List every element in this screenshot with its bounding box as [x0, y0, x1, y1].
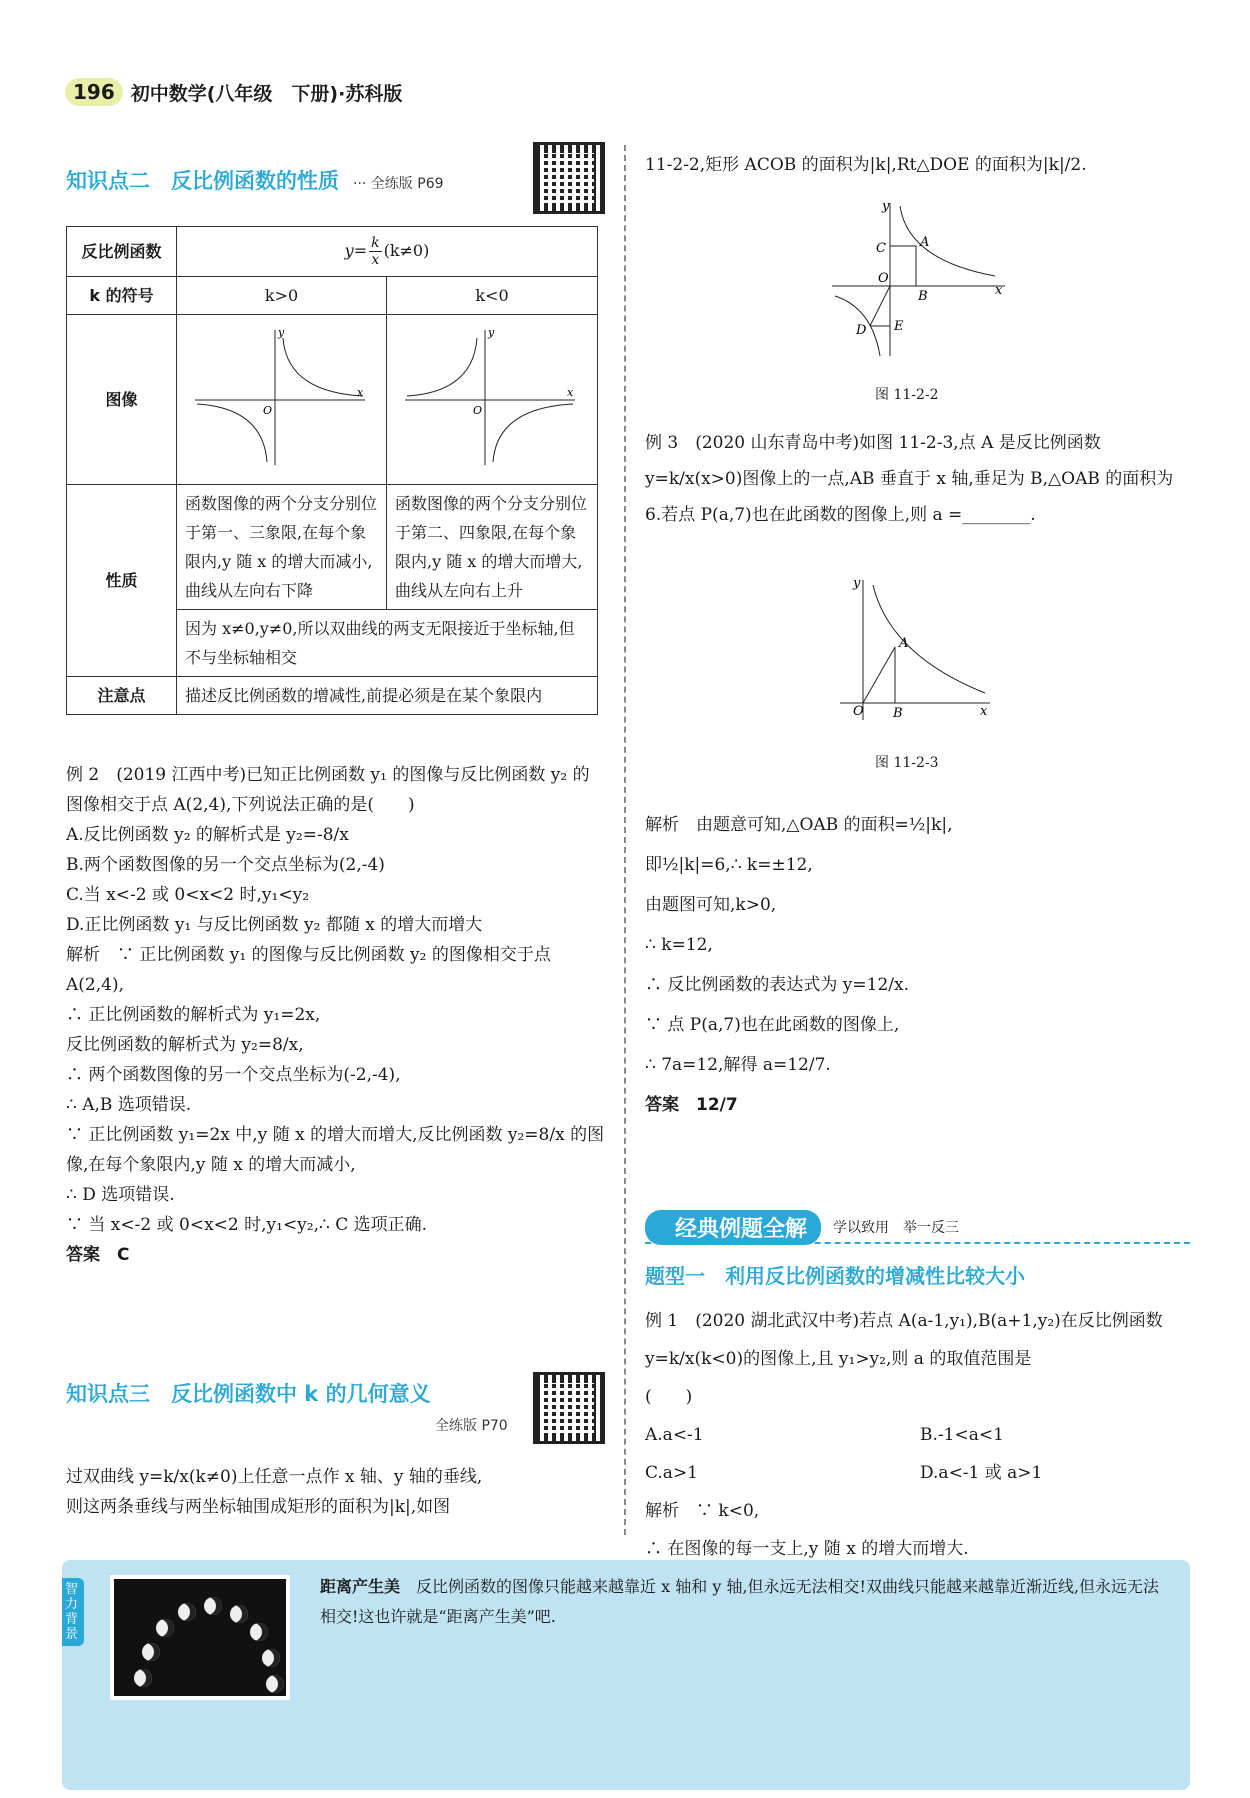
ex3-sol-7: ∴ 7a=12,解得 a=12/7. [645, 1055, 831, 1075]
ex2-sol-5: ∴ A,B 选项错误. [66, 1095, 192, 1115]
ex2-option-a: A.反比例函数 y₂ 的解析式是 y₂=-8/x [66, 825, 349, 845]
ex1-question: 例 1 (2020 湖北武汉中考)若点 A(a-1,y₁),B(a+1,y₂)在反比例函数 y=k/x(k<0)的图像上,且 y₁>y₂,则 a 的取值范围是 ( ) [645, 1311, 1236, 1407]
ex3-sol-2: 即½|k|=6,∴ k=±12, [645, 855, 813, 875]
svg-text:C: C [876, 241, 886, 256]
properties-table [66, 226, 598, 715]
ex3-answer: 答案 12/7 [645, 1095, 738, 1115]
ex3-sol-5: ∴ 反比例函数的表达式为 y=12/x. [645, 975, 910, 995]
ex3-sol-4: ∴ k=12, [645, 935, 713, 955]
svg-text:O: O [853, 704, 864, 719]
graph-kneg [387, 315, 598, 485]
r2-b: k<0 [387, 277, 598, 315]
bottom-text [320, 1572, 1175, 1632]
ex2-sol-3: 反比例函数的解析式为 y₂=8/x, [66, 1035, 304, 1055]
kp2-ref: ··· 全练版 P69 [353, 176, 444, 192]
ex2-sol-6: ∵ 正比例函数 y₁=2x 中,y 随 x 的增大而增大,反比例函数 y₂=8/x 的图像,在每个象限内,y 随 x 的增大而减小, [66, 1125, 605, 1175]
ex1-sol-1: 解析 ∵ k<0, [645, 1501, 760, 1521]
type1-title: 题型一 利用反比例函数的增减性比较大小 [645, 1264, 1025, 1288]
ex2-question: 例 2 (2019 江西中考)已知正比例函数 y₁ 的图像与反比例函数 y₂ 的图像相交于点 A(2,4),下列说法正确的是( ) [66, 765, 590, 815]
r4-label: 性质 [67, 485, 177, 677]
r4-b: 函数图像的两个分支分别位于第二、四象限,在每个象限内,y 随 x 的增大而增大,曲线从左向右上升 [387, 485, 598, 610]
ex1-sol-2: ∴ 在图像的每一支上,y 随 x 的增大而增大. [645, 1539, 969, 1559]
ex2-option-c: C.当 x<-2 或 0<x<2 时,y₁<y₂ [66, 885, 310, 905]
page-header [65, 78, 402, 106]
svg-text:y: y [853, 576, 861, 591]
svg-text:x: x [980, 704, 988, 719]
ex3-solution [645, 805, 1190, 1125]
kp3-ref: 全练版 P70 [435, 1418, 508, 1434]
ex3-sol-1: 解析 由题意可知,△OAB 的面积=½|k|, [645, 815, 953, 835]
svg-text:y: y [488, 326, 495, 339]
kp2-title: 知识点二 反比例函数的性质 [66, 169, 339, 193]
ex1-option-b: B.-1<a<1 [920, 1425, 1004, 1445]
svg-text:B: B [893, 706, 903, 721]
r1-formula: y= $\frac{k}{x}$ (k≠0) [177, 227, 598, 277]
ex2-sol-2: ∴ 正比例函数的解析式为 y₁=2x, [66, 1005, 321, 1025]
ex2-answer: 答案 C [66, 1245, 130, 1265]
fig2-caption: 图 11-2-3 [875, 755, 939, 771]
figure-11-2-3 [835, 575, 995, 725]
column-divider [624, 145, 626, 1535]
r5-c: 描述反比例函数的增减性,前提必须是在某个象限内 [177, 677, 598, 715]
example-1 [645, 1302, 1236, 1568]
figure-11-2-2 [830, 198, 1010, 358]
kp3-heading [66, 1378, 431, 1408]
svg-text:B: B [918, 289, 928, 304]
ex2-sol-4: ∴ 两个函数图像的另一个交点坐标为(-2,-4), [66, 1065, 401, 1085]
ex2-sol-1: 解析 ∵ 正比例函数 y₁ 的图像与反比例函数 y₂ 的图像相交于点 A(2,4), [66, 945, 551, 995]
ex1-options-cd [645, 1454, 1190, 1492]
ex1-options-ab [645, 1416, 1190, 1454]
ex3-sol-6: ∵ 点 P(a,7)也在此函数的图像上, [645, 1015, 900, 1035]
r2-label: k 的符号 [67, 277, 177, 315]
kp3-p1: 过双曲线 y=k/x(k≠0)上任意一点作 x 轴、y 轴的垂线, [66, 1467, 483, 1487]
fig1-caption: 图 11-2-2 [875, 387, 939, 403]
kp2-heading [66, 165, 444, 195]
kp3-title: 知识点三 反比例函数中 k 的几何意义 [66, 1382, 431, 1406]
svg-text:O: O [473, 404, 483, 417]
svg-text:x: x [995, 283, 1003, 298]
svg-text:x: x [567, 386, 574, 399]
moon-phases-image [110, 1575, 290, 1700]
book-title: 初中数学(八年级 下册)·苏科版 [130, 82, 403, 105]
svg-text:A: A [899, 636, 909, 651]
right-p0: 11-2-2,矩形 ACOB 的面积为|k|,Rt△DOE 的面积为|k|/2. [645, 155, 1087, 175]
r3-label: 图像 [67, 315, 177, 485]
ex1-option-c: C.a>1 [645, 1463, 699, 1483]
ex1-option-d: D.a<-1 或 a>1 [920, 1463, 1043, 1483]
bottom-tag: 智力背景 [62, 1578, 84, 1646]
svg-text:x: x [357, 386, 364, 399]
graph-kpos [177, 315, 387, 485]
r1-label: 反比例函数 [67, 227, 177, 277]
qr-code-icon[interactable] [533, 142, 605, 214]
kp3-p2: 则这两条垂线与两坐标轴围成矩形的面积为|k|,如图 [66, 1497, 451, 1517]
banner-title: 经典例题全解 [645, 1210, 821, 1245]
banner-subtitle: 学以致用 举一反三 [833, 1220, 960, 1236]
r5-label: 注意点 [67, 677, 177, 715]
svg-text:y: y [882, 199, 890, 214]
ex3-sol-3: 由题图可知,k>0, [645, 895, 777, 915]
ex2-sol-8: ∵ 当 x<-2 或 0<x<2 时,y₁<y₂,∴ C 选项正确. [66, 1215, 428, 1235]
kp3-body [66, 1462, 606, 1522]
ex2-option-d: D.正比例函数 y₁ 与反比例函数 y₂ 都随 x 的增大而增大 [66, 915, 483, 935]
example-3: 例 3 (2020 山东青岛中考)如图 11-2-3,点 A 是反比例函数 y=k/x(x>0)图像上的一点,AB 垂直于 x 轴,垂足为 B,△OAB 的面积为 6.若点 P(a,7)也在此函数的图像上,则 a =________. [645, 433, 1174, 525]
section-banner [645, 1212, 1190, 1244]
svg-text:O: O [878, 271, 889, 286]
svg-text:A: A [920, 235, 930, 250]
r4-c: 因为 x≠0,y≠0,所以双曲线的两支无限接近于坐标轴,但不与坐标轴相交 [177, 610, 598, 677]
svg-text:E: E [894, 319, 904, 334]
bottom-body: 反比例函数的图像只能越来越靠近 x 轴和 y 轴,但永远无法相交!双曲线只能越来越靠近渐近线,但永远无法相交!这也许就是“距离产生美”吧. [320, 1577, 1160, 1626]
svg-text:D: D [856, 323, 867, 338]
ex2-sol-7: ∴ D 选项错误. [66, 1185, 175, 1205]
example-2 [66, 760, 606, 1270]
svg-text:y: y [278, 326, 285, 339]
r2-a: k>0 [177, 277, 387, 315]
bottom-title: 距离产生美 [320, 1577, 401, 1596]
r4-a: 函数图像的两个分支分别位于第一、三象限,在每个象限内,y 随 x 的增大而减小,曲线从左向右下降 [177, 485, 387, 610]
qr-code-icon[interactable] [533, 1372, 605, 1444]
ex2-option-b: B.两个函数图像的另一个交点坐标为(2,-4) [66, 855, 385, 875]
ex1-option-a: A.a<-1 [645, 1425, 704, 1445]
page-number: 196 [65, 78, 123, 106]
svg-text:O: O [263, 404, 273, 417]
bottom-panel [62, 1560, 1190, 1790]
